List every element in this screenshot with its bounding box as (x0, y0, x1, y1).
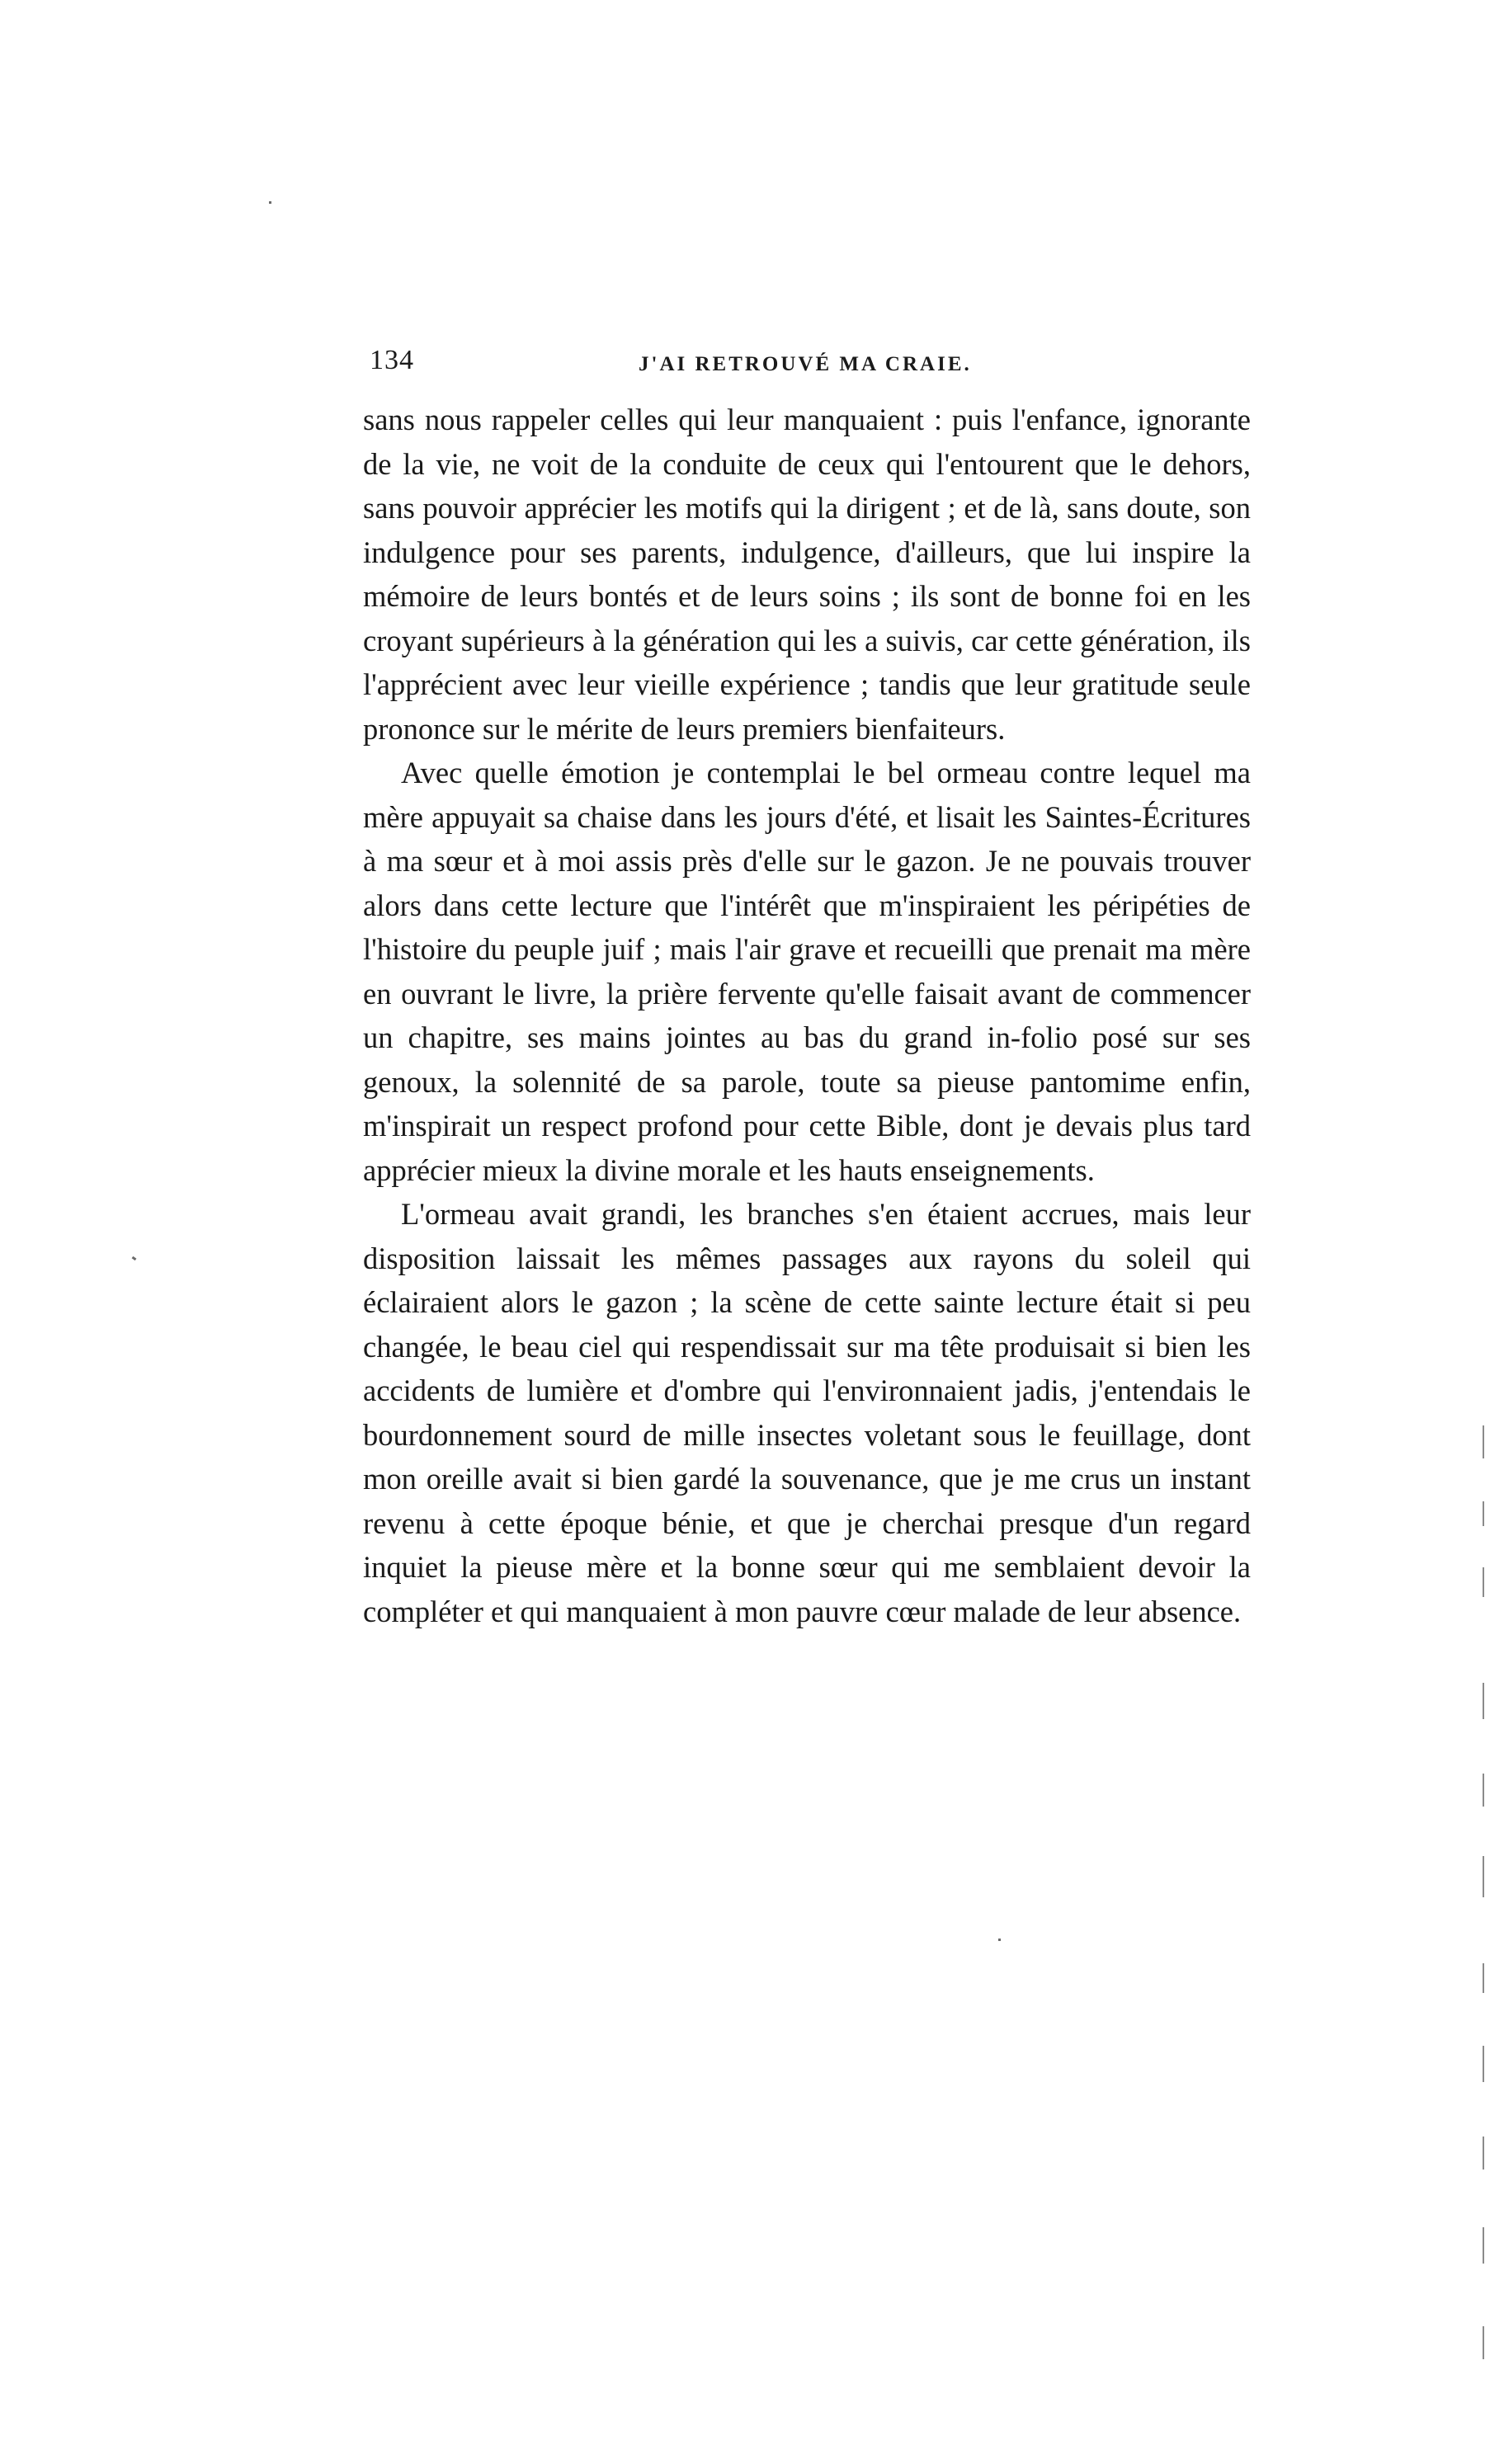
scan-edge-mark (1483, 1501, 1484, 1526)
scan-speck (998, 1939, 1001, 1941)
paragraph-ormeau-memory: Avec quelle émotion je contemplai le bel ormeau contre lequel ma mère appuyait sa chaise dans les jours d'été, et lisait les Saintes-Écritures à ma sœur et à moi assis près d'elle sur le gazon. Je ne pouvais trouver alors dans cette lecture que l'intérêt que m'inspiraient les péripéties de l'histoire du peuple juif ; mais l'air grave et recueilli que prenait ma mère en ouvrant le livre, la prière fervente qu'elle faisait avant de commencer un chapitre, ses mains jointes au bas du grand in-folio posé sur ses genoux, la solennité de sa parole, toute sa pieuse pantomime enfin, m'inspirait un respect profond pour cette Bible, dont je devais plus tard apprécier mieux la divine morale et les hauts enseignements. (363, 756, 1251, 1187)
scan-edge-mark (1483, 2046, 1484, 2082)
scan-edge-mark (1483, 1425, 1484, 1458)
scan-edge-mark (1483, 2227, 1484, 2264)
scan-edge-mark (1483, 1567, 1484, 1597)
page-header (370, 345, 1269, 394)
scan-speck (269, 201, 271, 204)
scan-edge-mark (1483, 1774, 1484, 1807)
paragraph-continued: sans nous rappeler celles qui leur manquaient : puis l'enfance, ignorante de la vie, ne voit de la conduite de ceux qui l'entourent que le dehors, sans pouvoir apprécier les motifs qui la dirigent ; et de là, sans doute, son indulgence pour ses parents, indulgence, d'ailleurs, que lui inspire la mémoire de leurs bontés et de leurs soins ; ils sont de bonne foi en les croyant supérieurs à la génération qui les a suivis, car cette génération, ils l'apprécient avec leur vieille expérience ; tandis que leur gratitude seule prononce sur le mérite de leurs premiers bienfaiteurs. (363, 403, 1251, 746)
scan-edge-mark (1483, 2326, 1484, 2359)
body-text (363, 398, 1251, 1633)
scan-edge-mark (1483, 1963, 1484, 1993)
paragraph-ormeau-grown: L'ormeau avait grandi, les branches s'en étaient accrues, mais leur disposition laissait les mêmes passages aux rayons du soleil qui éclairaient alors le gazon ; la scène de cette sainte lecture était si peu changée, le beau ciel qui respendissait sur ma tête produisait si bien les accidents de lumière et d'ombre qui l'environnaient jadis, j'entendais le bourdonnement sourd de mille insectes voletant sous le feuillage, dont mon oreille avait si bien gardé la souvenance, que je me crus un instant revenu à cette époque bénie, et que je cherchai presque d'un regard inquiet la pieuse mère et la bonne sœur qui me semblaient devoir la compléter et qui manquaient à mon pauvre cœur malade de leur absence. (363, 1197, 1251, 1628)
page-number: 134 (370, 345, 414, 375)
scan-speck (132, 1256, 137, 1260)
running-title: J'AI RETROUVÉ MA CRAIE. (639, 353, 972, 375)
scan-edge-mark (1483, 1683, 1484, 1719)
scan-edge-mark (1483, 2137, 1484, 2170)
scan-edge-mark (1483, 1856, 1484, 1897)
